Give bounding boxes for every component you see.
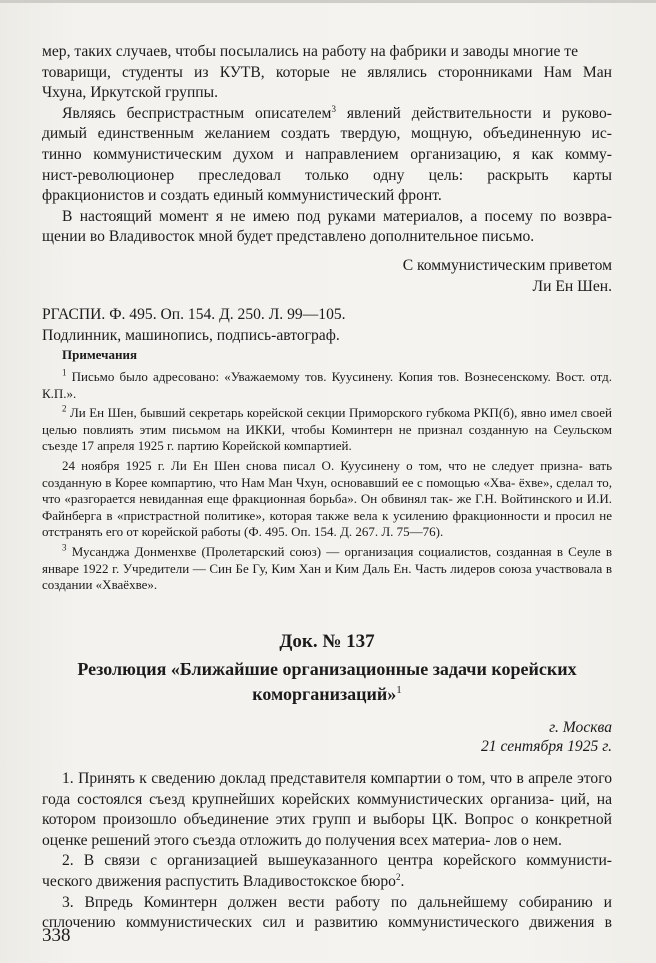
note-2-continued: 24 ноября 1925 г. Ли Ен Шен снова писал О. Куусинену о том, что не следует призна- вать созданную в Корее компартию, что Нам Ман Чхун, основавший ее с помощью «Хва- ёхве», сделал то, что «разгорается невиданная еще фракционная борьба». Он обвинял так- же Г.Н. Войтинского и И.И. Файнберга в «пристрастной политике», которая также вела к усилению фракционности и просил не отстранять его от корейской работы (Ф. 495. Оп. 154. Д. 267. Л. 75—76). — [42, 457, 612, 540]
document-date: 21 сентября 1925 г. — [480, 738, 612, 755]
page-top-edge — [0, 0, 656, 3]
note-3: $^3$ Мусанджа Донменхве (Пролетарский союз) — организация социалистов, созданная в Сеуле в январе 1922 г. Учредители — Син Бе Гу, Ким Хан и Ким Даль Ен. Часть лидеров союза участвовала в создании «Хваёхве». — [42, 542, 612, 593]
text-line: Чхуна, Иркутской группы. — [42, 84, 219, 102]
text-line: нист-революционер преследовал только одну цель: раскрыть карты — [42, 166, 612, 184]
document-title-cont: коморганизаций»$^1$ — [252, 684, 402, 704]
note-2: $^2$ Ли Ен Шен, бывший секретарь корейской секции Приморского губкома РКП(б), явно имел своей целью повлиять этим письмом на ИККИ, чтобы Коминтерн не признал созданную на Сеульском съезде 17 апреля 1925 г. партию Корейской компартией. — [42, 403, 612, 454]
document-137 — [42, 631, 612, 934]
text-line: тинно коммунистическим духом и направлением организацию, я как комму- — [42, 145, 612, 163]
text-line: фракционистов и создать единый коммунистический фронт. — [42, 187, 442, 205]
archive-reference: РГАСПИ. Ф. 495. Оп. 154. Д. 250. Л. 99—105. — [42, 306, 346, 324]
resolution-item-2: 2. В связи с организацией вышеуказанного центра корейского коммунисти- ческого движения распустить Владивостокское бюро$^2$. — [42, 852, 612, 890]
document-title: Резолюция «Ближайшие организационные задачи корейских — [77, 659, 577, 679]
resolution-item-1: 1. Принять к сведению доклад представителя компартии о том, что в апреле этого года состоялся съезд крупнейших корейских коммунистических организа- ций, на котором произошло объединение этих групп и выборы ЦК. Вопрос о конкретной оценке решений этого съезда отложить до получения всех материа- лов о нем. — [42, 770, 612, 849]
notes-heading: Примечания — [62, 347, 137, 362]
letter-continuation — [42, 42, 612, 346]
text-line: димый единственным желанием создать твердую, мощную, объединенную ис- — [42, 125, 612, 143]
text-line: товарищи, студенты из КУТВ, которые не являлись сторонниками Нам Ман — [42, 63, 612, 81]
document-number: Док. № 137 — [279, 631, 375, 652]
signature: Ли Ен Шен. — [532, 277, 612, 295]
notes-section — [42, 346, 612, 594]
resolution-item-3: 3. Впредь Коминтерн должен вести работу по дальнейшему собиранию и сплочению коммунистических сил и развитию коммунистического движения в — [42, 893, 612, 932]
closing-greeting: С коммунистическим приветом — [402, 256, 612, 274]
paragraph-line: Являясь беспристрастным описателем$^3$ явлений действительности и руково- — [62, 103, 612, 122]
page-number: 338 — [42, 925, 71, 946]
text-line: щении во Владивосток мной будет представлено дополнительное письмо. — [42, 228, 535, 246]
paragraph-line: В настоящий момент я не имею под руками материалов, а посему по возвра- — [62, 207, 612, 225]
archive-description: Подлинник, машинопись, подпись-автограф. — [42, 326, 340, 344]
text-line: мер, таких случаев, чтобы посылались на работу на фабрики и заводы многие те — [42, 43, 578, 60]
footnote-ref: 3 — [331, 103, 336, 114]
note-1: $^1$ Письмо было адресовано: «Уважаемому тов. Куусинену. Копия тов. Вознесенскому. Вост. отд. К.П.». — [42, 367, 612, 401]
document-place: г. Москва — [549, 719, 612, 736]
